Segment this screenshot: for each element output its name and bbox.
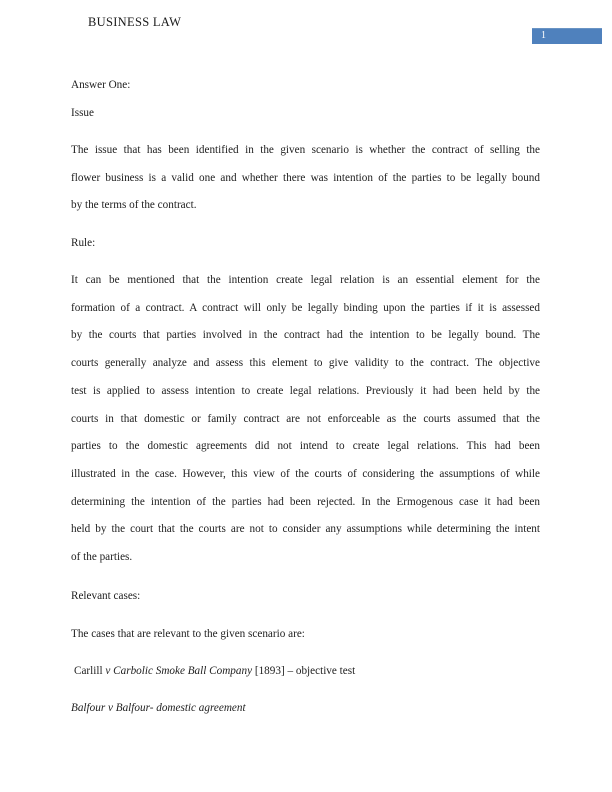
paragraph-line: formation of a contract. A contract will only be legally binding upon the parties if it is assessed xyxy=(71,301,540,314)
case-citation-carlill xyxy=(71,658,543,686)
document-header-title: BUSINESS LAW xyxy=(88,15,182,29)
page-number-badge xyxy=(532,28,602,44)
paragraph-issue xyxy=(71,137,540,220)
heading-relevant-cases: Relevant cases: xyxy=(71,590,141,602)
case-citation-balfour: Balfour v Balfour- domestic agreement xyxy=(71,702,246,714)
paragraph-line: courts generally analyze and assess this element to give validity to the contract. The objective xyxy=(71,357,540,370)
heading-answer-one: Answer One: xyxy=(71,79,131,91)
paragraph-line: by the courts that parties involved in the contract had the intention to be legally bound. The xyxy=(71,329,540,342)
paragraph-line: held by the court that the courts are not to consider any assumptions while determining the intent xyxy=(71,523,540,536)
case-citation-segment-italic: v Carbolic Smoke Ball Company xyxy=(105,665,253,677)
paragraph-line: illustrated in the case. However, this view of the courts of considering the assumptions of while xyxy=(71,467,540,480)
page-number: 1 xyxy=(541,30,546,41)
heading-rule: Rule: xyxy=(71,237,96,249)
paragraph-line: parties to the domestic agreements did not intend to create legal relations. This had been xyxy=(71,440,540,453)
paragraph-line: It can be mentioned that the intention create legal relation is an essential element for the xyxy=(71,274,540,286)
paragraph-line: The issue that has been identified in the given scenario is whether the contract of selling the xyxy=(71,144,540,156)
paragraph-line: test is applied to assess intention to create legal relations. Previously it had been held by the xyxy=(71,384,540,397)
heading-issue: Issue xyxy=(71,107,94,119)
paragraph-line: courts in that domestic or family contract are not enforceable as the courts assumed that the xyxy=(71,412,540,425)
case-citation-segment: [1893] – objective test xyxy=(252,665,356,677)
paragraph-line: flower business is a valid one and whether there was intention of the parties to be legally bound xyxy=(71,171,540,184)
paragraph-line: determining the intention of the parties had been rejected. In the Ermogenous case it had been xyxy=(71,495,540,508)
paragraph-line: of the parties. xyxy=(71,551,133,564)
case-citation-segment: Carlill xyxy=(74,665,106,677)
paragraph-line: by the terms of the contract. xyxy=(71,199,197,212)
paragraph-rule xyxy=(71,267,540,572)
paragraph-relevant-cases-intro: The cases that are relevant to the given scenario are: xyxy=(71,628,305,640)
